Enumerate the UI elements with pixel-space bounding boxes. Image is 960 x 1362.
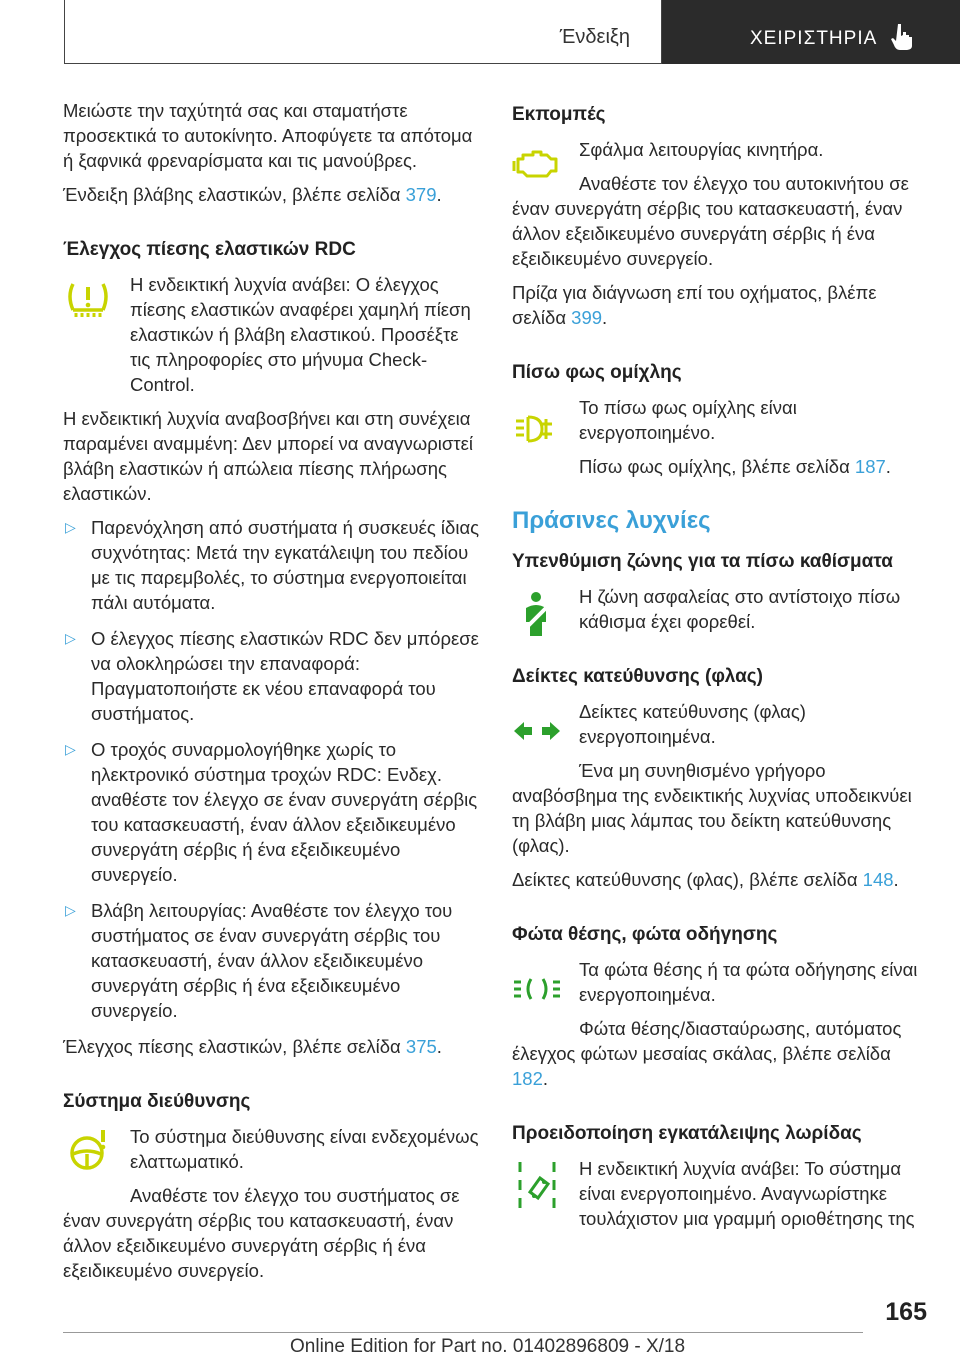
seatbelt-icon	[512, 590, 562, 640]
bullet-text: ▷ Ο τροχός συναρμολογήθηκε χωρίς το ηλεκτρονικό σύστημα τροχών RDC: Ενδεχ. αναθέστε τον έλεγχο σε έναν συνεργάτη σέρβις του κατασκευαστή, έναν άλλον εξειδικευμένο συνεργάτη σέρβις ή ένα εξειδικευμένο συνεργείο.	[91, 739, 478, 885]
right-column	[512, 98, 927, 1240]
reference-text: Έλεγχος πίεσης ελαστικών, βλέπε σελίδα	[63, 1036, 406, 1057]
paragraph: Τα φώτα θέσης ή τα φώτα οδήγησης είναι ενεργοποιημένα.	[579, 959, 918, 1005]
left-column	[63, 98, 483, 1292]
paragraph: Μειώστε την ταχύτητά σας και σταματήστε προσεκτικά το αυτοκίνητο. Αποφύγετε τα απότομα ή ξαφνικά φρεναρίσματα και τις μανούβρες.	[63, 100, 473, 171]
rear-fog-icon-row	[512, 395, 927, 479]
section-heading-rear-fog: Πίσω φως ομίχλης	[512, 362, 682, 383]
section-heading-emissions: Εκπομπές	[512, 104, 606, 125]
steering-icon-row	[63, 1124, 483, 1283]
bullet-text: ▷ Παρενόχληση από συστήματα ή συσκευές ίδιας συχνότητας: Μετά την εγκατάλειψη του πεδίου με τις παρεμβολές, το σύστημα ενεργοποιείται πάλι αυτόματα.	[91, 517, 480, 613]
reference-text: Πίσω φως ομίχλης, βλέπε σελίδα	[579, 456, 855, 477]
paragraph: Σφάλμα λειτουργίας κινητήρα.	[579, 139, 824, 160]
page-link-375[interactable]: 375	[405, 1036, 437, 1057]
reference-paragraph: Ένδειξη βλάβης ελαστικών, βλέπε σελίδα 379.	[63, 184, 442, 205]
parking-icon-row	[512, 957, 927, 1091]
belt-icon-row	[512, 584, 927, 634]
reference-paragraph: Πρίζα για διάγνωση επί του οχήματος, βλέπε σελίδα 399.	[512, 282, 877, 328]
engine-malfunction-icon	[512, 139, 562, 189]
page-link-182[interactable]: 182	[512, 1068, 543, 1089]
bullet-item	[63, 737, 483, 887]
paragraph: Η ενδεικτική λυχνία αναβοσβήνει και στη συνέχεια παραμένει αναμμένη: Δεν μπορεί να αναγνωριστεί βλάβη ελαστικών ή απώλεια πίεσης πλήρωσης ελαστικών.	[63, 408, 473, 504]
lane-departure-icon	[512, 1158, 562, 1218]
header-chapter-label: ΧΕΙΡΙΣΤΗΡΙΑ	[750, 28, 878, 49]
rdc-icon-row	[63, 272, 483, 397]
section-heading-rdc: Έλεγχος πίεσης ελαστικών RDC	[63, 239, 356, 260]
section-heading-lane: Προειδοποίηση εγκατάλειψης λωρίδας	[512, 1123, 862, 1144]
page-link-187[interactable]: 187	[854, 456, 886, 477]
reference-text: Δείκτες κατεύθυνσης (φλας), βλέπε σελίδα	[512, 869, 863, 890]
page-link-379[interactable]: 379	[405, 184, 437, 205]
parking-lights-icon	[512, 969, 562, 1019]
rear-fog-light-icon	[512, 407, 562, 457]
section-heading-belt: Υπενθύμιση ζώνης για τα πίσω καθίσματα	[512, 551, 893, 572]
bullet-item	[63, 626, 483, 726]
paragraph: Δείκτες κατεύθυνσης (φλας) ενεργοποιημένα.	[579, 701, 806, 747]
chapter-heading-green-lamps: Πράσινες λυχνίες	[512, 507, 711, 534]
reference-paragraph: Φώτα θέσης/διασταύρωσης, αυτόματος έλεγχος φώτων μεσαίας σκάλας, βλέπε σελίδα 182.	[512, 1018, 902, 1089]
paragraph: Η ενδεικτική λυχνία ανάβει: Ο έλεγχος πίεσης ελαστικών αναφέρει χαμηλή πίεση ελαστικών ή βλάβη ελαστικού. Προσέξτε τις πληροφορίες στο μήνυμα Check-Control.	[130, 274, 471, 395]
section-heading-turn: Δείκτες κατεύθυνσης (φλας)	[512, 666, 763, 687]
reference-text: Ένδειξη βλάβης ελαστικών, βλέπε σελίδα	[63, 184, 406, 205]
lane-icon-row	[512, 1156, 927, 1231]
footer-edition: Online Edition for Part no. 01402896809 - X/18	[290, 1336, 686, 1357]
page-link-399[interactable]: 399	[571, 307, 603, 328]
section-heading-parking: Φώτα θέσης, φώτα οδήγησης	[512, 924, 778, 945]
footer-divider	[63, 1332, 863, 1333]
turn-icon-row	[512, 699, 927, 858]
paragraph: Η ζώνη ασφαλείας στο αντίστοιχο πίσω κάθισμα έχει φορεθεί.	[579, 586, 901, 632]
bullet-text: ▷ Βλάβη λειτουργίας: Αναθέστε τον έλεγχο του συστήματος σε έναν συνεργάτη σέρβις του κατασκευαστή, έναν άλλον εξειδικευμένο συνεργάτη σέρβις ή ένα εξειδικευμένο συνεργείο.	[91, 900, 453, 1021]
emissions-icon-row	[512, 137, 927, 271]
steering-fault-icon	[63, 1126, 113, 1176]
page-link-148[interactable]: 148	[862, 869, 894, 890]
reference-paragraph: Έλεγχος πίεσης ελαστικών, βλέπε σελίδα 375.	[63, 1036, 442, 1057]
hand-pointer-icon	[890, 22, 916, 50]
reference-paragraph: Πίσω φως ομίχλης, βλέπε σελίδα 187.	[579, 456, 891, 477]
paragraph: Το σύστημα διεύθυνσης είναι ενδεχομένως ελαττωματικό.	[130, 1126, 479, 1172]
paragraph: Αναθέστε τον έλεγχο του συστήματος σε έναν συνεργάτη σέρβις του κατασκευαστή, έναν άλλον εξειδικευμένο συνεργάτη σέρβις ή ένα εξειδικευμένο συνεργείο.	[63, 1185, 460, 1281]
section-heading-steering: Σύστημα διεύθυνσης	[63, 1091, 251, 1112]
bullet-text: ▷ Ο έλεγχος πίεσης ελαστικών RDC δεν μπόρεσε να ολοκληρώσει την επαναφορά: Πραγματοποιήστε εκ νέου επαναφορά του συστήματος.	[91, 628, 479, 724]
reference-text: Φώτα θέσης/διασταύρωσης, αυτόματος έλεγχος φώτων μεσαίας σκάλας, βλέπε σελίδα	[512, 1018, 902, 1064]
paragraph: Η ενδεικτική λυχνία ανάβει: Το σύστημα είναι ενεργοποιημένο. Αναγνωρίστηκε τουλάχιστον μια γραμμή οριοθέτησης της	[579, 1158, 915, 1229]
header-section-title: Ένδειξη	[559, 26, 630, 48]
turn-signal-icon	[512, 713, 562, 763]
reference-paragraph: Δείκτες κατεύθυνσης (φλας), βλέπε σελίδα 148.	[512, 869, 899, 890]
paragraph: Ένα μη συνηθισμένο γρήγορο αναβόσβημα της ενδεικτικής λυχνίας υποδεικνύει τη βλάβη μιας λάμπας του δείκτη κατεύθυνσης (φλας).	[512, 760, 912, 856]
tire-pressure-warning-icon	[63, 274, 113, 324]
paragraph: Αναθέστε τον έλεγχο του αυτοκινήτου σε έναν συνεργάτη σέρβις του κατασκευαστή, έναν άλλον εξειδικευμένο συνεργάτη σέρβις ή ένα εξειδικευμένο συνεργείο.	[512, 173, 909, 269]
page-number: 165	[885, 1298, 927, 1326]
bullet-item	[63, 515, 483, 615]
paragraph: Το πίσω φως ομίχλης είναι ενεργοποιημένο.	[579, 397, 797, 443]
reference-text: Πρίζα για διάγνωση επί του οχήματος, βλέπε σελίδα	[512, 282, 877, 328]
header-chapter-tab[interactable]	[662, 0, 960, 64]
bullet-item	[63, 898, 483, 1023]
